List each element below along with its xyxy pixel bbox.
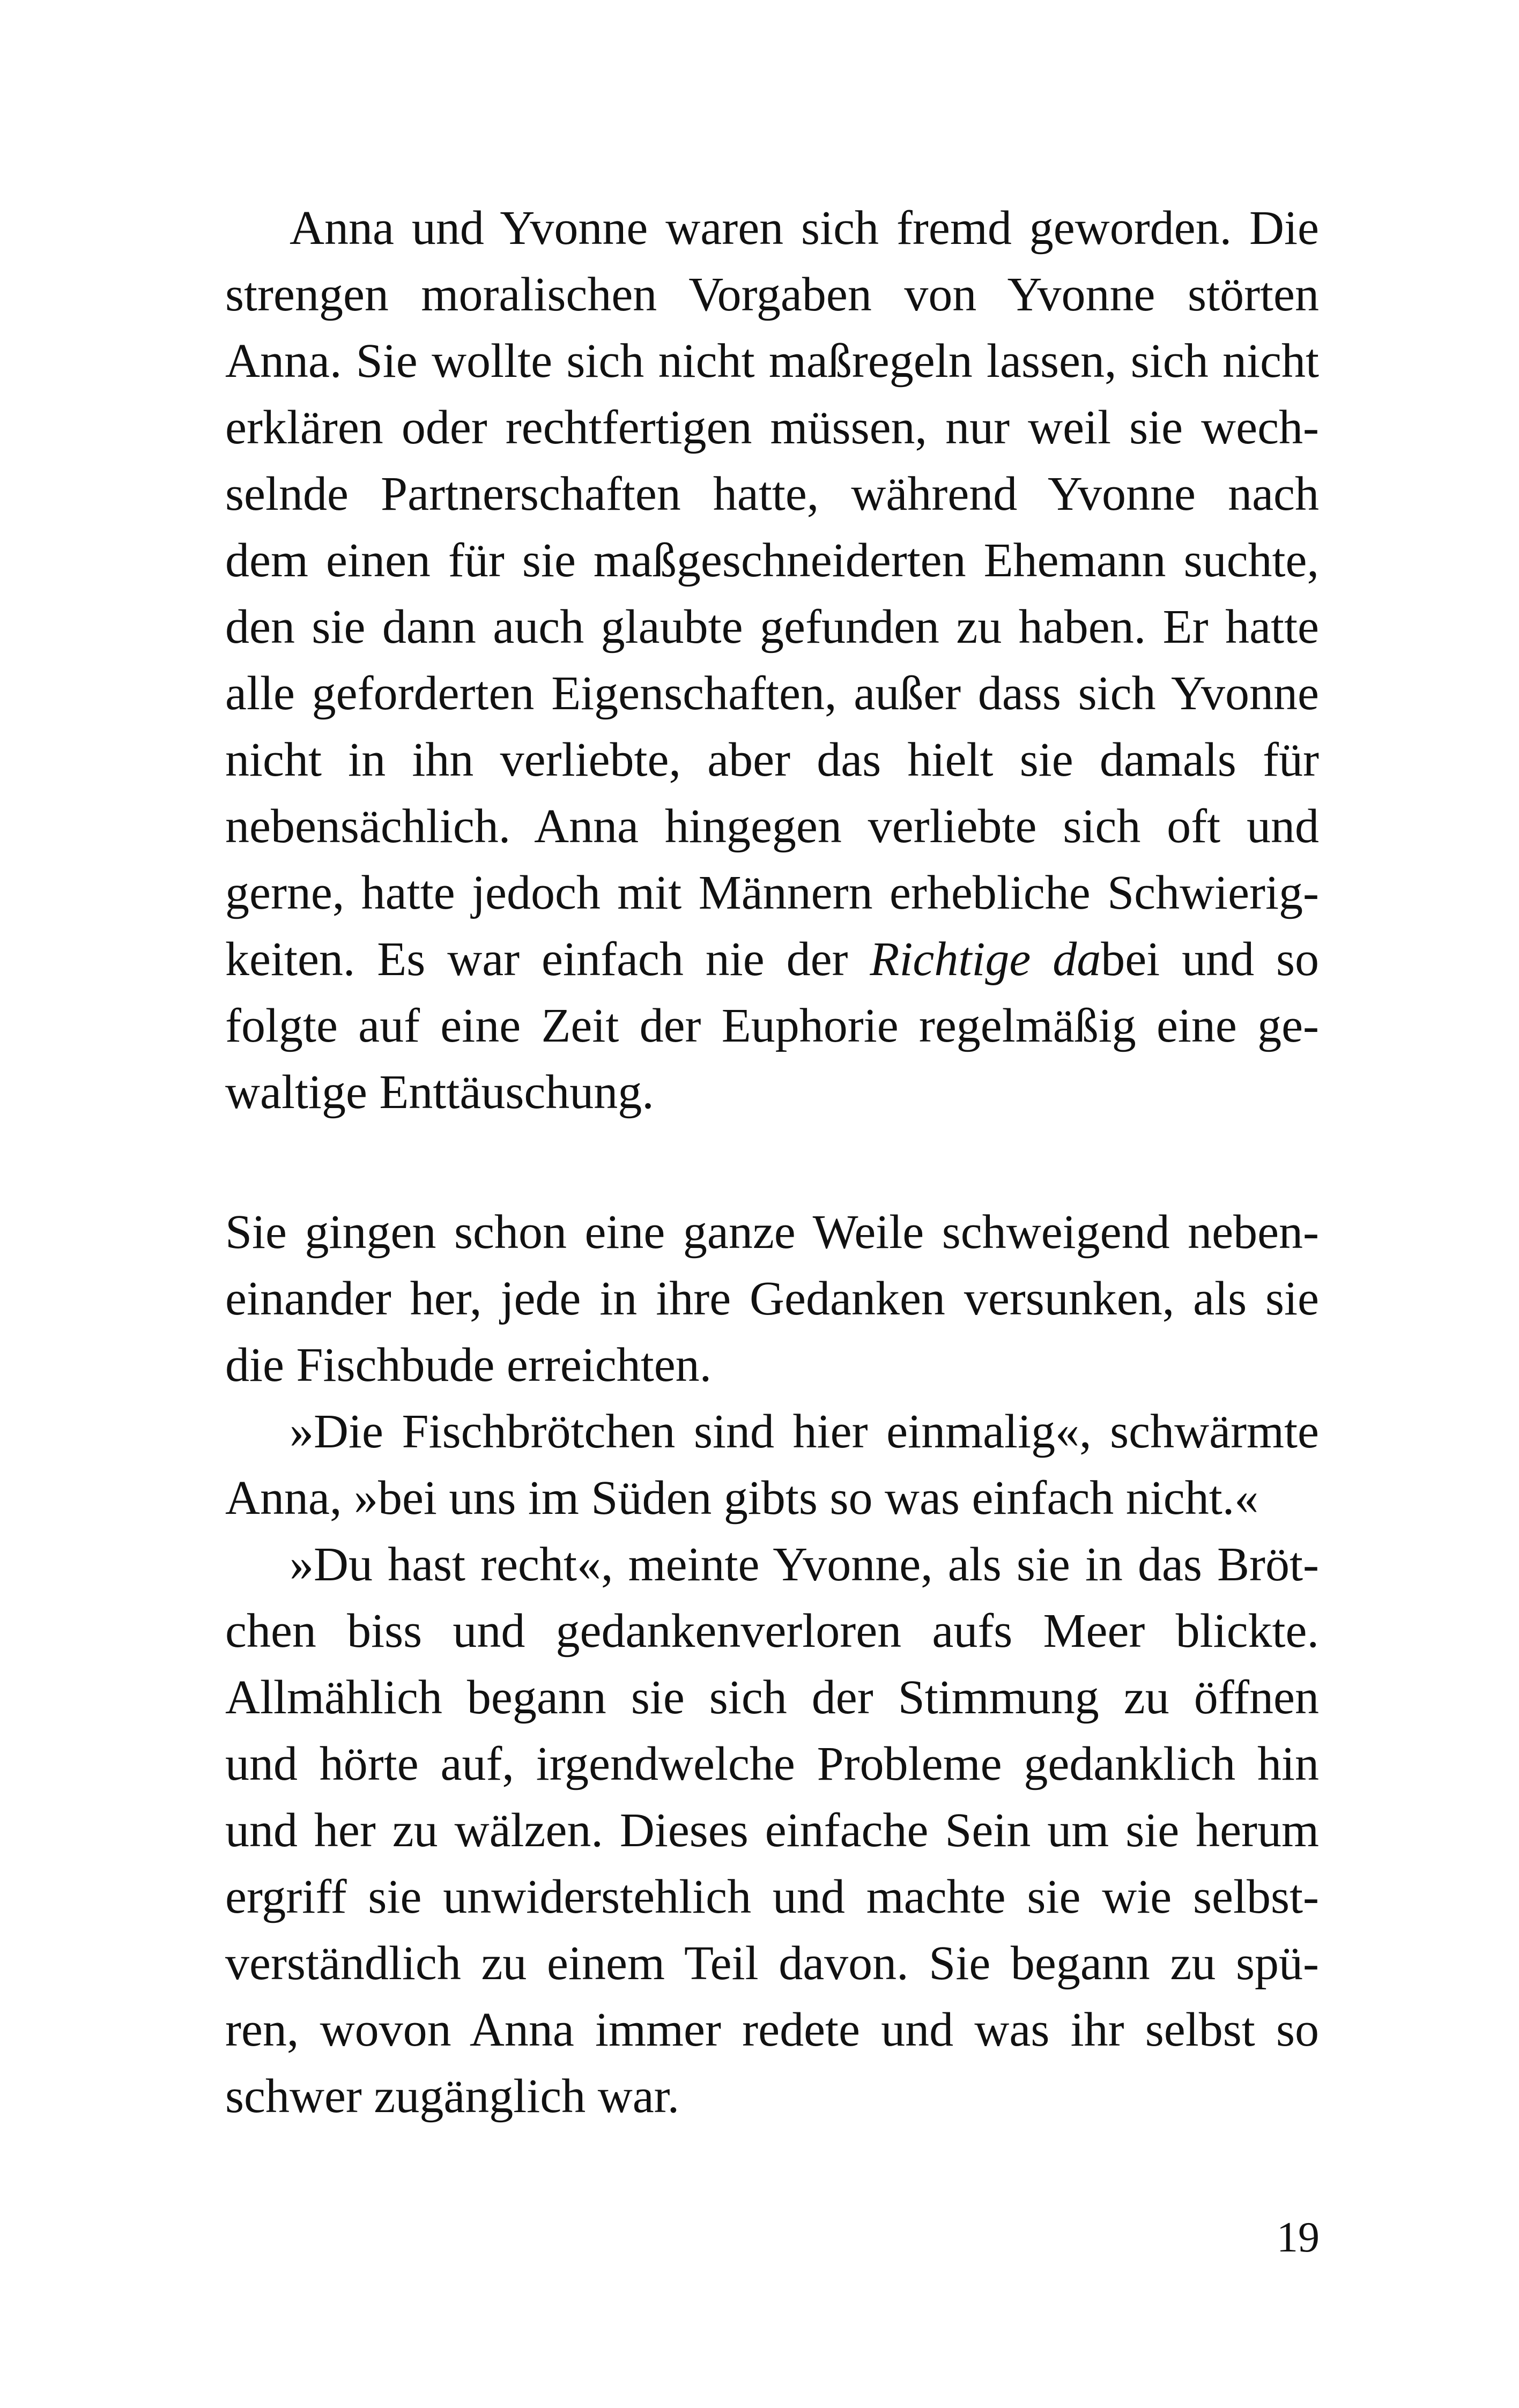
text-line: Sie gingen schon eine ganze Weile schweigend neben- bbox=[225, 1206, 1319, 1259]
text-fragment: bei und so bbox=[1101, 933, 1319, 986]
paragraph-4 bbox=[225, 1532, 1319, 2130]
text-line: schwer zugänglich war. bbox=[225, 2070, 680, 2123]
text-line: Anna und Yvonne waren sich fremd geworden. Die bbox=[290, 202, 1319, 255]
text-line: »Du hast recht«, meinte Yvonne, als sie in das Bröt- bbox=[290, 1538, 1319, 1591]
text-line: chen biss und gedankenverloren aufs Meer blickte. bbox=[225, 1604, 1319, 1658]
text-line: »Die Fischbrötchen sind hier einmalig«, schwärmte bbox=[290, 1405, 1319, 1458]
text-line: waltige Enttäuschung. bbox=[225, 1066, 654, 1119]
text-fragment: keiten. Es war einfach nie der bbox=[225, 933, 870, 986]
text-line: verständlich zu einem Teil davon. Sie begann zu spü- bbox=[225, 1937, 1319, 1990]
text-line: gerne, hatte jedoch mit Männern erhebliche Schwierig- bbox=[225, 866, 1319, 919]
text-line: strengen moralischen Vorgaben von Yvonne störten bbox=[225, 268, 1319, 321]
text-line: erklären oder rechtfertigen müssen, nur weil sie wech- bbox=[225, 401, 1319, 454]
text-line: selnde Partnerschaften hatte, während Yvonne nach bbox=[225, 467, 1319, 521]
paragraph-3 bbox=[225, 1399, 1319, 1532]
page-number: 19 bbox=[1277, 2214, 1320, 2261]
text-line: und her zu wälzen. Dieses einfache Sein um sie herum bbox=[225, 1804, 1319, 1857]
text-line: nebensächlich. Anna hingegen verliebte sich oft und bbox=[225, 800, 1319, 853]
text-line: den sie dann auch glaubte gefunden zu haben. Er hatte bbox=[225, 600, 1319, 653]
text-line: ergriff sie unwiderstehlich und machte sie wie selbst- bbox=[225, 1870, 1319, 1923]
text-line: alle geforderten Eigenschaften, außer dass sich Yvonne bbox=[225, 667, 1319, 720]
text-line: ren, wovon Anna immer redete und was ihr selbst so bbox=[225, 2003, 1319, 2056]
text-line: einander her, jede in ihre Gedanken versunken, als sie bbox=[225, 1272, 1319, 1325]
italic-fragment: Richtige da bbox=[870, 933, 1101, 986]
text-line: Anna. Sie wollte sich nicht maßregeln lassen, sich nicht bbox=[225, 335, 1319, 388]
paragraph-1 bbox=[225, 195, 1319, 1126]
text-line: nicht in ihn verliebte, aber das hielt sie damals für bbox=[225, 733, 1319, 786]
paragraph-2 bbox=[225, 1199, 1319, 1399]
text-line: Anna, »bei uns im Süden gibts so was einfach nicht.« bbox=[225, 1471, 1259, 1525]
text-line: Allmählich begann sie sich der Stimmung zu öffnen bbox=[225, 1671, 1319, 1724]
text-line: und hörte auf, irgendwelche Probleme gedanklich hin bbox=[225, 1737, 1319, 1790]
text-line-with-italic bbox=[225, 926, 1319, 993]
text-line: folgte auf eine Zeit der Euphorie regelmäßig eine ge- bbox=[225, 999, 1319, 1052]
text-line: die Fischbude erreichten. bbox=[225, 1339, 712, 1392]
text-line: dem einen für sie maßgeschneiderten Ehemann suchte, bbox=[225, 534, 1319, 587]
